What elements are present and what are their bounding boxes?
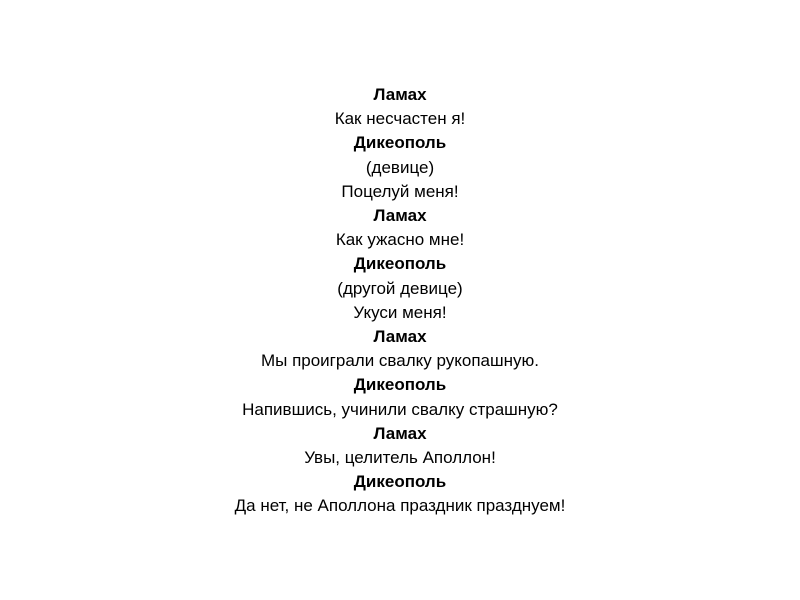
speaker-name: Дикеополь — [353, 133, 447, 153]
speaker-name: Дикеополь — [353, 375, 447, 395]
speaker-name: Дикеополь — [353, 254, 447, 274]
speech-line: Мы проиграли свалку рукопашную. — [260, 351, 540, 371]
speech-line: Увы, целитель Аполлон! — [304, 448, 496, 468]
stage-direction: (другой девице) — [337, 278, 463, 298]
speech-line: Как несчастен я! — [334, 109, 466, 129]
stage-direction: (девице) — [365, 157, 435, 177]
speaker-name: Дикеополь — [353, 472, 447, 492]
dialogue-text — [0, 83, 800, 519]
speech-line: Напившись, учинили свалку страшную? — [242, 399, 558, 419]
speaker-name: Ламах — [373, 423, 427, 443]
speech-line: Укуси меня! — [353, 302, 447, 322]
speech-line: Да нет, не Аполлона праздник празднуем! — [234, 496, 566, 516]
speaker-name: Ламах — [373, 85, 427, 104]
speech-line: Как ужасно мне! — [335, 230, 465, 250]
speech-line: Поцелуй меня! — [341, 181, 459, 201]
speaker-name: Ламах — [373, 327, 427, 347]
speaker-name: Ламах — [373, 206, 427, 226]
